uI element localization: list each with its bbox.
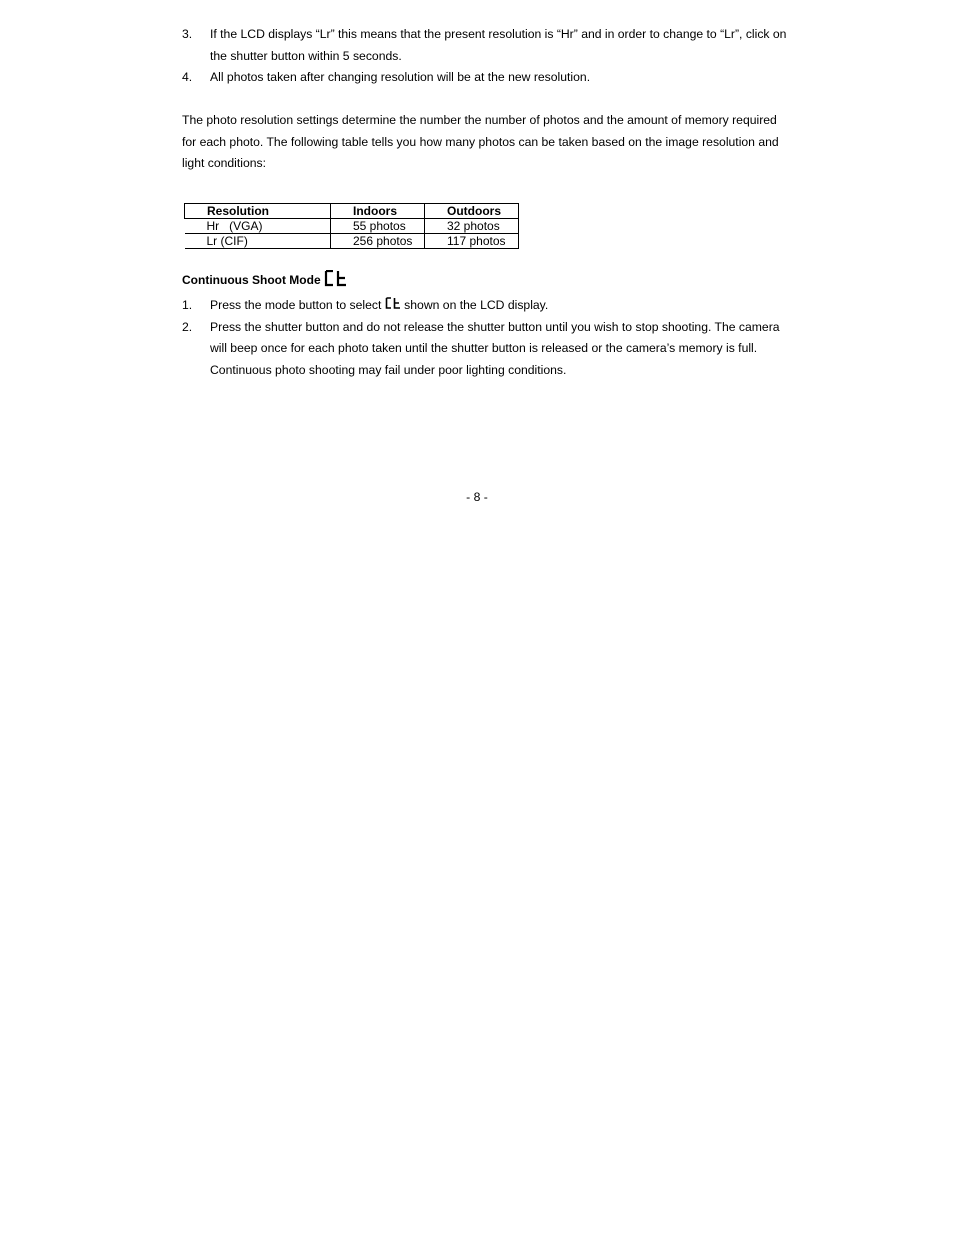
list-text: shown on the LCD display. bbox=[400, 298, 549, 312]
list-item bbox=[182, 67, 792, 89]
table-cell: Lr (CIF) bbox=[185, 234, 331, 249]
list-number: 1. bbox=[182, 298, 193, 312]
list-item bbox=[182, 317, 792, 382]
table-header: Outdoors bbox=[425, 204, 519, 219]
page-number: - 8 - bbox=[466, 490, 488, 504]
list-text: If the LCD displays “Lr” this means that the present resolution is “Hr” and in order to change to “Lr”, click on the shutter button within 5 seconds. bbox=[210, 27, 787, 63]
list-text: Press the mode button to select bbox=[210, 298, 385, 312]
table-header: Resolution bbox=[185, 204, 331, 219]
table-cell: 55 photos bbox=[331, 219, 425, 234]
list-number: 3. bbox=[182, 27, 193, 41]
table-header: Indoors bbox=[331, 204, 425, 219]
list-text: All photos taken after changing resolution will be at the new resolution. bbox=[210, 70, 591, 84]
table-cell: 117 photos bbox=[425, 234, 519, 249]
intro-paragraph: The photo resolution settings determine the number the number of photos and the amount of memory required for each photo. The following table tells you how many photos can be taken based on the image resolution and light conditions: bbox=[182, 113, 779, 170]
continuous-shoot-heading bbox=[182, 270, 348, 287]
resolution-steps-list bbox=[182, 24, 792, 89]
heading-text: Continuous Shoot Mode bbox=[182, 273, 321, 287]
continuous-shoot-steps-list bbox=[182, 295, 792, 381]
table-cell: Hr (VGA) bbox=[185, 219, 331, 234]
list-item bbox=[182, 24, 792, 67]
list-text: Press the shutter button and do not release the shutter button until you wish to stop shooting. The camera will beep once for each photo taken until the shutter button is released or the camera’s memory is full. Continuous photo shooting may fail under poor lighting conditions. bbox=[210, 319, 780, 377]
list-item bbox=[182, 295, 792, 317]
resolution-table bbox=[184, 203, 519, 249]
table-header-row bbox=[185, 204, 519, 219]
list-number: 2. bbox=[182, 319, 193, 334]
lcd-ct-icon bbox=[385, 297, 401, 309]
table-cell: 256 photos bbox=[331, 234, 425, 249]
table-row bbox=[185, 219, 519, 234]
table-row bbox=[185, 234, 519, 249]
table-cell: 32 photos bbox=[425, 219, 519, 234]
list-number: 4. bbox=[182, 70, 193, 84]
lcd-ct-icon bbox=[324, 270, 348, 287]
